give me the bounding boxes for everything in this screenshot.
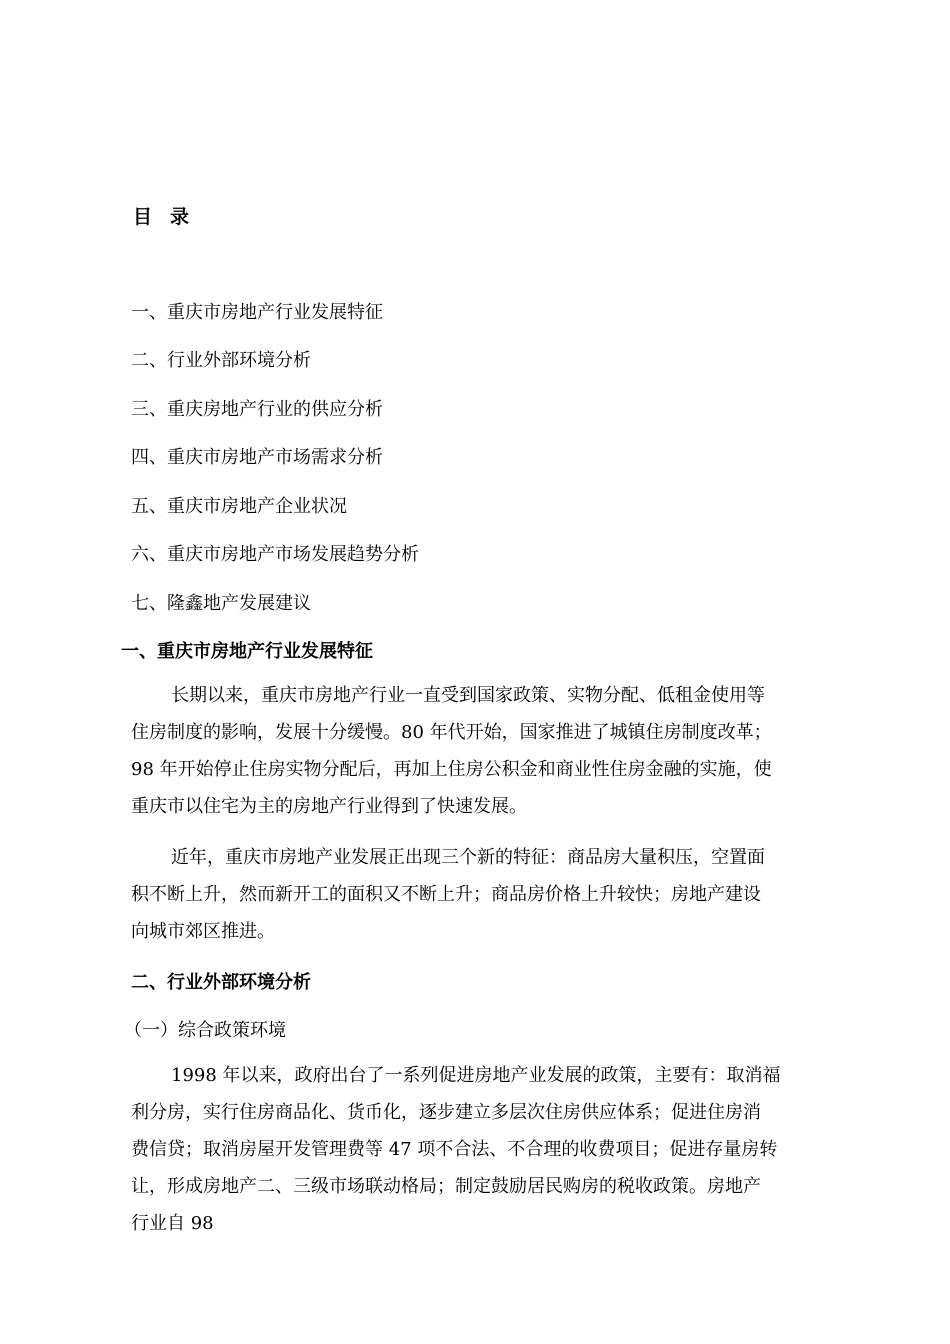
paragraph-line: 让，形成房地产二、三级市场联动格局；制定鼓励居民购房的税收政策。房地产 bbox=[131, 1176, 761, 1197]
toc-item[interactable]: 六、重庆市房地产市场发展趋势分析 bbox=[131, 544, 419, 565]
paragraph-line: 长期以来，重庆市房地产行业一直受到国家政策、实物分配、低租金使用等 bbox=[171, 685, 765, 706]
paragraph-line: 1998 年以来，政府出台了一系列促进房地产业发展的政策，主要有：取消福 bbox=[171, 1065, 781, 1086]
paragraph bbox=[131, 677, 821, 825]
toc-title-part1: 目 bbox=[133, 206, 153, 228]
paragraph-line: 98 年开始停止住房实物分配后，再加上住房公积金和商业性住房金融的实施，使 bbox=[131, 759, 772, 780]
paragraph-line: 重庆市以住宅为主的房地产行业得到了快速发展。 bbox=[131, 796, 527, 817]
paragraph-line: 利分房，实行住房商品化、货币化，逐步建立多层次住房供应体系；促进住房消 bbox=[131, 1102, 761, 1123]
paragraph-line: 近年，重庆市房地产业发展正出现三个新的特征：商品房大量积压，空置面 bbox=[171, 847, 765, 868]
toc-item[interactable]: 七、隆鑫地产发展建议 bbox=[131, 593, 311, 614]
paragraph-line: 行业自 98 bbox=[131, 1213, 214, 1234]
toc-item[interactable]: 一、重庆市房地产行业发展特征 bbox=[131, 302, 383, 323]
toc-item[interactable]: 三、重庆房地产行业的供应分析 bbox=[131, 399, 383, 420]
section-heading-1: 一、重庆市房地产行业发展特征 bbox=[121, 641, 373, 662]
paragraph-line: 住房制度的影响，发展十分缓慢。80 年代开始，国家推进了城镇住房制度改革； bbox=[131, 722, 772, 743]
toc-item[interactable]: 五、重庆市房地产企业状况 bbox=[131, 496, 347, 517]
paragraph bbox=[131, 1057, 821, 1242]
section-heading-2: 二、行业外部环境分析 bbox=[131, 972, 311, 993]
paragraph-line: 积不断上升，然而新开工的面积又不断上升；商品房价格上升较快；房地产建设 bbox=[131, 884, 761, 905]
paragraph-line: 费信贷；取消房屋开发管理费等 47 项不合法、不合理的收费项目；促进存量房转 bbox=[131, 1139, 778, 1160]
paragraph-line: 向城市郊区推进。 bbox=[131, 921, 275, 942]
subsection-heading: （一）综合政策环境 bbox=[124, 1020, 286, 1041]
toc-item[interactable]: 二、行业外部环境分析 bbox=[131, 350, 311, 371]
toc-title bbox=[133, 202, 189, 229]
toc-item[interactable]: 四、重庆市房地产市场需求分析 bbox=[131, 447, 383, 468]
toc-title-part2: 录 bbox=[170, 206, 190, 228]
paragraph bbox=[131, 839, 821, 950]
